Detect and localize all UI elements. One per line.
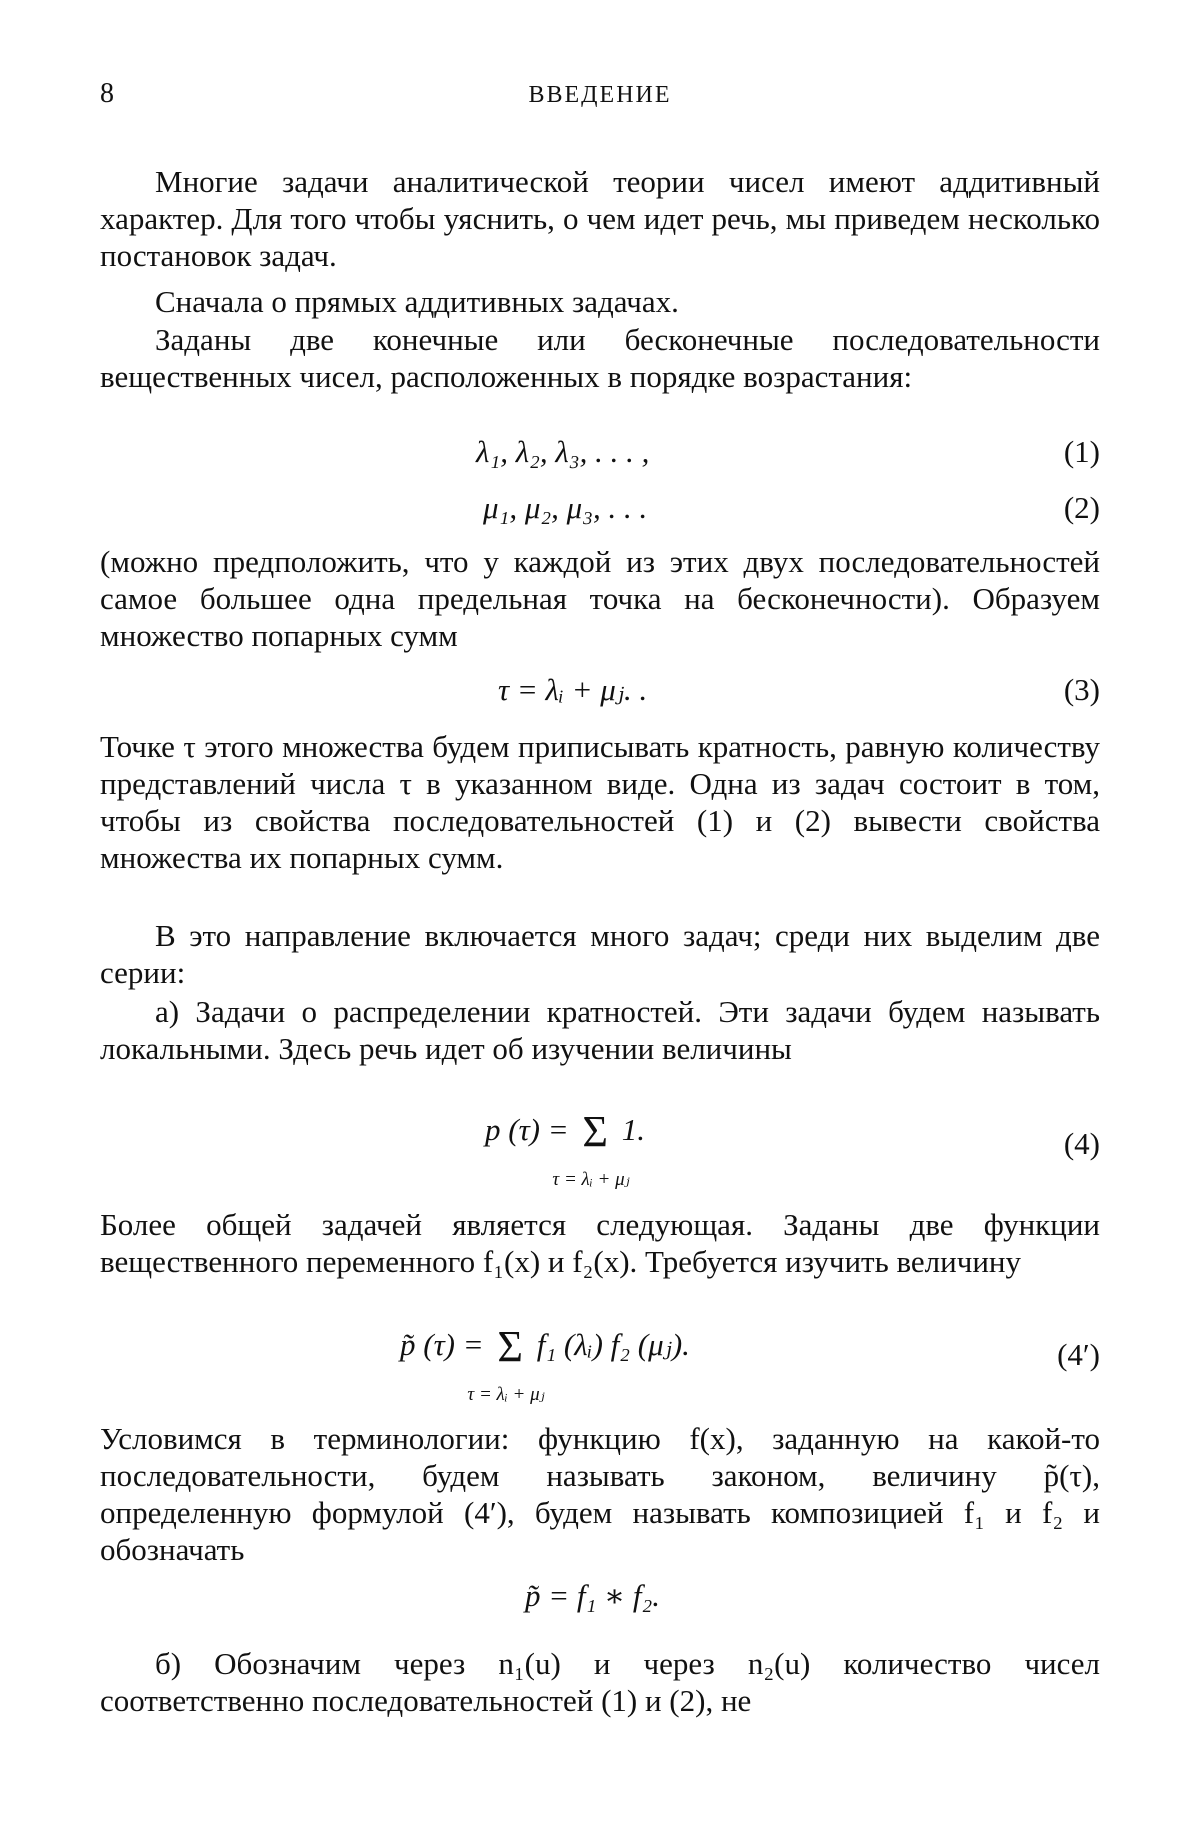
page-header [100, 78, 1100, 118]
book-page [100, 0, 1100, 1824]
equation-4-prime-rhs: f₁ (λᵢ) f₂ (μⱼ). [536, 1327, 690, 1362]
equation-4-number: (4) [1063, 1126, 1100, 1161]
equation-2-number: (2) [1063, 490, 1100, 525]
equation-3-formula: τ = λᵢ + μⱼ. . [498, 672, 648, 707]
equation-4-formula [485, 1107, 646, 1190]
summation-subscript: τ = λᵢ + μⱼ [467, 1384, 545, 1405]
equation-4-prime-formula [400, 1322, 690, 1405]
paragraph-general-problem: Более общей задачей является следующая. Заданы две функции вещественного переменного f₁(x) и f₂(x). Требуется изучить величину [100, 1207, 1100, 1279]
summation-sign: Σ τ = λᵢ + μⱼ [497, 1325, 523, 1369]
equation-4-prime-number: (4′) [1057, 1337, 1100, 1372]
equation-1 [100, 434, 1100, 478]
equation-2-formula: μ₁, μ₂, μ₃, . . . [483, 490, 648, 525]
paragraph-direction: В это направление включается много задач; среди них выделим две серии: [100, 918, 1100, 990]
equation-3 [100, 672, 1100, 716]
equation-4 [100, 1107, 1100, 1190]
page-number: 8 [100, 78, 114, 109]
equation-1-number: (1) [1063, 434, 1100, 469]
paragraph-sequences: Заданы две конечные или бесконечные последовательности вещественных чисел, расположенных в порядке возрастания: [100, 322, 1100, 394]
paragraph-counting: б) Обозначим через n₁(u) и через n₂(u) количество чисел соответственно последовательностей (1) и (2), не [100, 1646, 1100, 1718]
equation-composition [100, 1578, 1100, 1622]
equation-4-prime [100, 1322, 1100, 1405]
equation-1-formula: λ₁, λ₂, λ₃, . . . , [476, 434, 650, 469]
paragraph-terminology: Условимся в терминологии: функцию f(x), заданную на какой-то последовательности, будем называть законом, величину p̃(τ), определенную формулой (4′), будем называть композицией f₁ и f₂ и обозначать [100, 1421, 1100, 1567]
paragraph-limit-point: (можно предположить, что у каждой из этих двух последовательностей самое большее одна предельная точка на бесконечности). Образуем множество попарных сумм [100, 544, 1100, 653]
equation-4-rhs: 1. [621, 1112, 646, 1147]
paragraph-intro: Многие задачи аналитической теории чисел имеют аддитивный характер. Для того чтобы уяснить, о чем идет речь, мы приведем несколько постановок задач. [100, 164, 1100, 273]
equation-4-prime-lhs: p̃ (τ) = [400, 1327, 484, 1362]
equation-2 [100, 490, 1100, 534]
paragraph-local-problems: а) Задачи о распределении кратностей. Эти задачи будем называть локальными. Здесь речь идет об изучении величины [100, 994, 1100, 1066]
summation-subscript: τ = λᵢ + μⱼ [552, 1169, 630, 1190]
equation-4-lhs: p (τ) = [485, 1112, 569, 1147]
equation-composition-formula: p̃ = f₁ ∗ f₂. [525, 1578, 661, 1613]
equation-3-number: (3) [1063, 672, 1100, 707]
paragraph-multiplicity: Точке τ этого множества будем приписывать кратность, равную количеству представлений числа τ в указанном виде. Одна из задач состоит в том, чтобы из свойства последовательностей (1) и (2) вывести свойства множества их попарных сумм. [100, 729, 1100, 875]
paragraph-direct-problems: Сначала о прямых аддитивных задачах. [155, 284, 679, 319]
running-head: ВВЕДЕНИЕ [528, 82, 672, 108]
summation-sign: Σ τ = λᵢ + μⱼ [582, 1110, 608, 1154]
